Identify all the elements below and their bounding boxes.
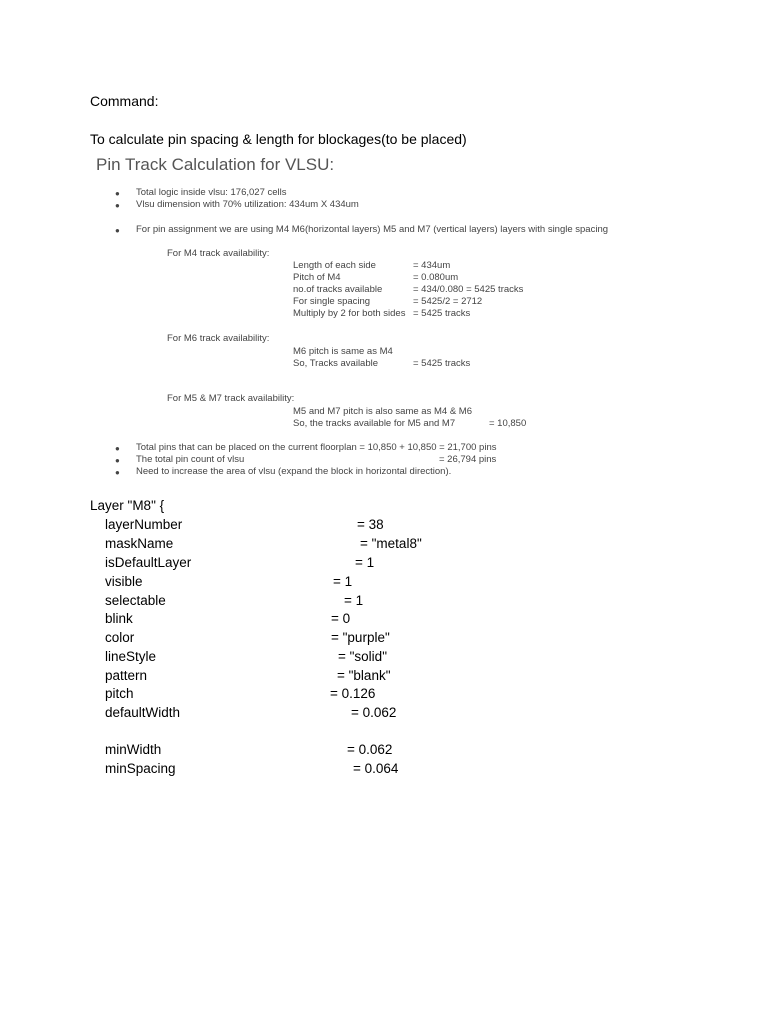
m6-line2-value: = 5425 tracks	[413, 358, 471, 369]
m4-row-label: Multiply by 2 for both sides	[293, 308, 406, 319]
m4-row-label: For single spacing	[293, 296, 371, 307]
layer-prop-value: = 0.064	[353, 761, 399, 776]
m6-line2-label: So, Tracks available	[293, 358, 379, 369]
layer-prop-key: color	[105, 630, 135, 645]
bullet-icon: ●	[115, 201, 120, 210]
layer-prop-key: layerNumber	[105, 517, 183, 532]
layer-prop-value: = "blank"	[337, 668, 391, 683]
layer-prop-key: minSpacing	[105, 761, 176, 776]
layer-prop-value: = 0.126	[330, 686, 376, 701]
intro-text: To calculate pin spacing & length for blockages(to be placed)	[90, 131, 467, 147]
bullet-text: Vlsu dimension with 70% utilization: 434um X 434um	[136, 199, 359, 210]
embedded-title: Pin Track Calculation for VLSU:	[96, 155, 335, 174]
layer-prop-value: = 1	[333, 574, 353, 589]
bullet-icon: ●	[115, 468, 120, 477]
layer-header: Layer "M8" {	[90, 498, 165, 513]
layer-prop-key: minWidth	[105, 742, 162, 757]
bullet-text: Need to increase the area of vlsu (expand the block in horizontal direction).	[136, 466, 452, 477]
layer-prop-key: pitch	[105, 686, 134, 701]
layer-prop-key: maskName	[105, 536, 174, 551]
layer-prop-value: = "purple"	[331, 630, 390, 645]
bullet-text: The total pin count of vlsu	[136, 454, 245, 465]
m4-row-label: Length of each side	[293, 260, 376, 271]
bullet-text: Total logic inside vlsu: 176,027 cells	[136, 187, 287, 198]
layer-prop-key: defaultWidth	[105, 705, 181, 720]
m5m7-line2-label: So, the tracks available for M5 and M7	[293, 418, 456, 429]
layer-prop-key: blink	[105, 611, 133, 626]
bullet-icon: ●	[115, 226, 120, 235]
m4-row-label: no.of tracks available	[293, 284, 383, 295]
layer-prop-key: lineStyle	[105, 649, 157, 664]
command-label: Command:	[90, 93, 159, 109]
layer-prop-value: = 0.062	[351, 705, 397, 720]
layer-prop-value: = 0	[331, 611, 351, 626]
layer-prop-key: selectable	[105, 593, 166, 608]
layer-prop-key: isDefaultLayer	[105, 555, 192, 570]
layer-prop-value: = 1	[344, 593, 364, 608]
bullet-text: For pin assignment we are using M4 M6(horizontal layers) M5 and M7 (vertical layers) layers with single spacing	[136, 224, 609, 235]
bullet-icon: ●	[115, 444, 120, 453]
m4-row-value: = 434/0.080 = 5425 tracks	[413, 284, 524, 295]
m4-heading: For M4 track availability:	[167, 248, 270, 259]
layer-prop-value: = 0.062	[347, 742, 393, 757]
m5m7-line2-value: = 10,850	[489, 418, 527, 429]
m4-row-value: = 5425 tracks	[413, 308, 471, 319]
bullet-icon: ●	[115, 189, 120, 198]
m4-row-label: Pitch of M4	[293, 272, 341, 283]
m4-row-value: = 434um	[413, 260, 451, 271]
m5m7-heading: For M5 & M7 track availability:	[167, 393, 295, 404]
m5m7-line1: M5 and M7 pitch is also same as M4 & M6	[293, 406, 472, 417]
bullet-value: = 26,794 pins	[439, 454, 497, 465]
m6-heading: For M6 track availability:	[167, 333, 270, 344]
layer-prop-value: = "metal8"	[360, 536, 422, 551]
m4-row-value: = 5425/2 = 2712	[413, 296, 483, 307]
m4-row-value: = 0.080um	[413, 272, 459, 283]
layer-prop-value: = "solid"	[338, 649, 387, 664]
layer-prop-value: = 1	[355, 555, 375, 570]
layer-prop-key: visible	[105, 574, 143, 589]
layer-prop-value: = 38	[357, 517, 384, 532]
bullet-text: Total pins that can be placed on the current floorplan = 10,850 + 10,850 = 21,700 pins	[136, 442, 497, 453]
bullet-icon: ●	[115, 456, 120, 465]
m6-line1: M6 pitch is same as M4	[293, 346, 393, 357]
layer-prop-key: pattern	[105, 668, 148, 683]
